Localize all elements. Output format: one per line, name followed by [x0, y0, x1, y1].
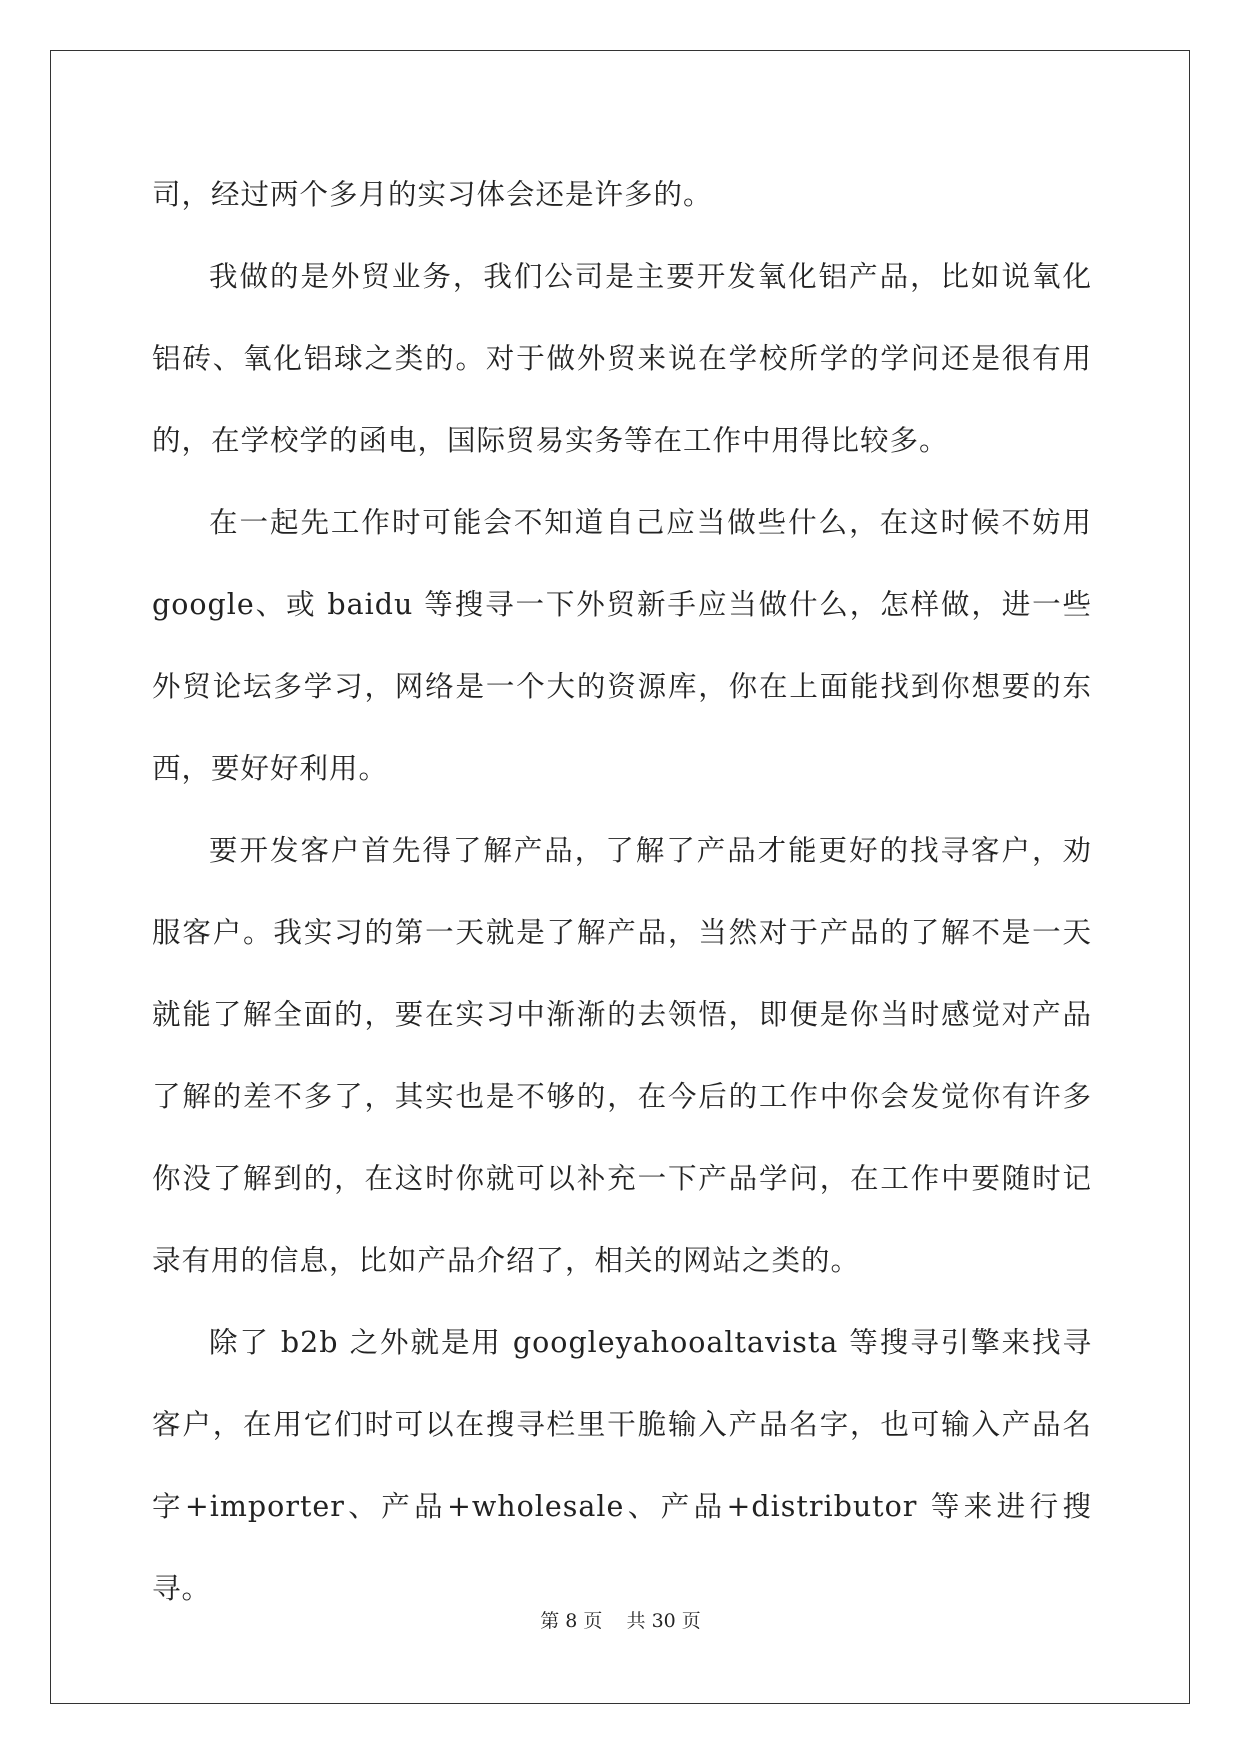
page-total: 共 30 页 [626, 1610, 701, 1632]
page-number: 第 8 页 [540, 1610, 603, 1632]
paragraph-4: 要开发客户首先得了解产品，了解了产品才能更好的找寻客户，劝服客户。我实习的第一天就是了解产品，当然对于产品的了解不是一天就能了解全面的，要在实习中渐渐的去领悟，即便是你当时感觉对产品了解的差不多了，其实也是不够的，在今后的工作中你会发觉你有许多你没了解到的，在这时你就可以补充一下产品学问，在工作中要随时记录有用的信息，比如产品介绍了，相关的网站之类的。 [152, 834, 1092, 1277]
paragraph-2: 我做的是外贸业务，我们公司是主要开发氧化铝产品，比如说氧化铝砖、氧化铝球之类的。对于做外贸来说在学校所学的学问还是很有用的，在学校学的函电，国际贸易实务等在工作中用得比较多。 [152, 260, 1092, 457]
paragraph-1: 司，经过两个多月的实习体会还是许多的。 [152, 178, 713, 211]
paragraph-5: 除了 b2b 之外就是用 googleyahooaltavista 等搜寻引擎来找寻客户，在用它们时可以在搜寻栏里干脆输入产品名字，也可输入产品名字+importer、产品+wholesale、产品+distributor 等来进行搜寻。 [152, 1326, 1092, 1605]
document-body [152, 154, 1092, 1630]
page-footer [0, 1606, 1241, 1633]
paragraph-3: 在一起先工作时可能会不知道自己应当做些什么，在这时候不妨用 google、或 baidu 等搜寻一下外贸新手应当做什么，怎样做，进一些外贸论坛多学习，网络是一个大的资源库，你在上面能找到你想要的东西，要好好利用。 [152, 506, 1092, 785]
